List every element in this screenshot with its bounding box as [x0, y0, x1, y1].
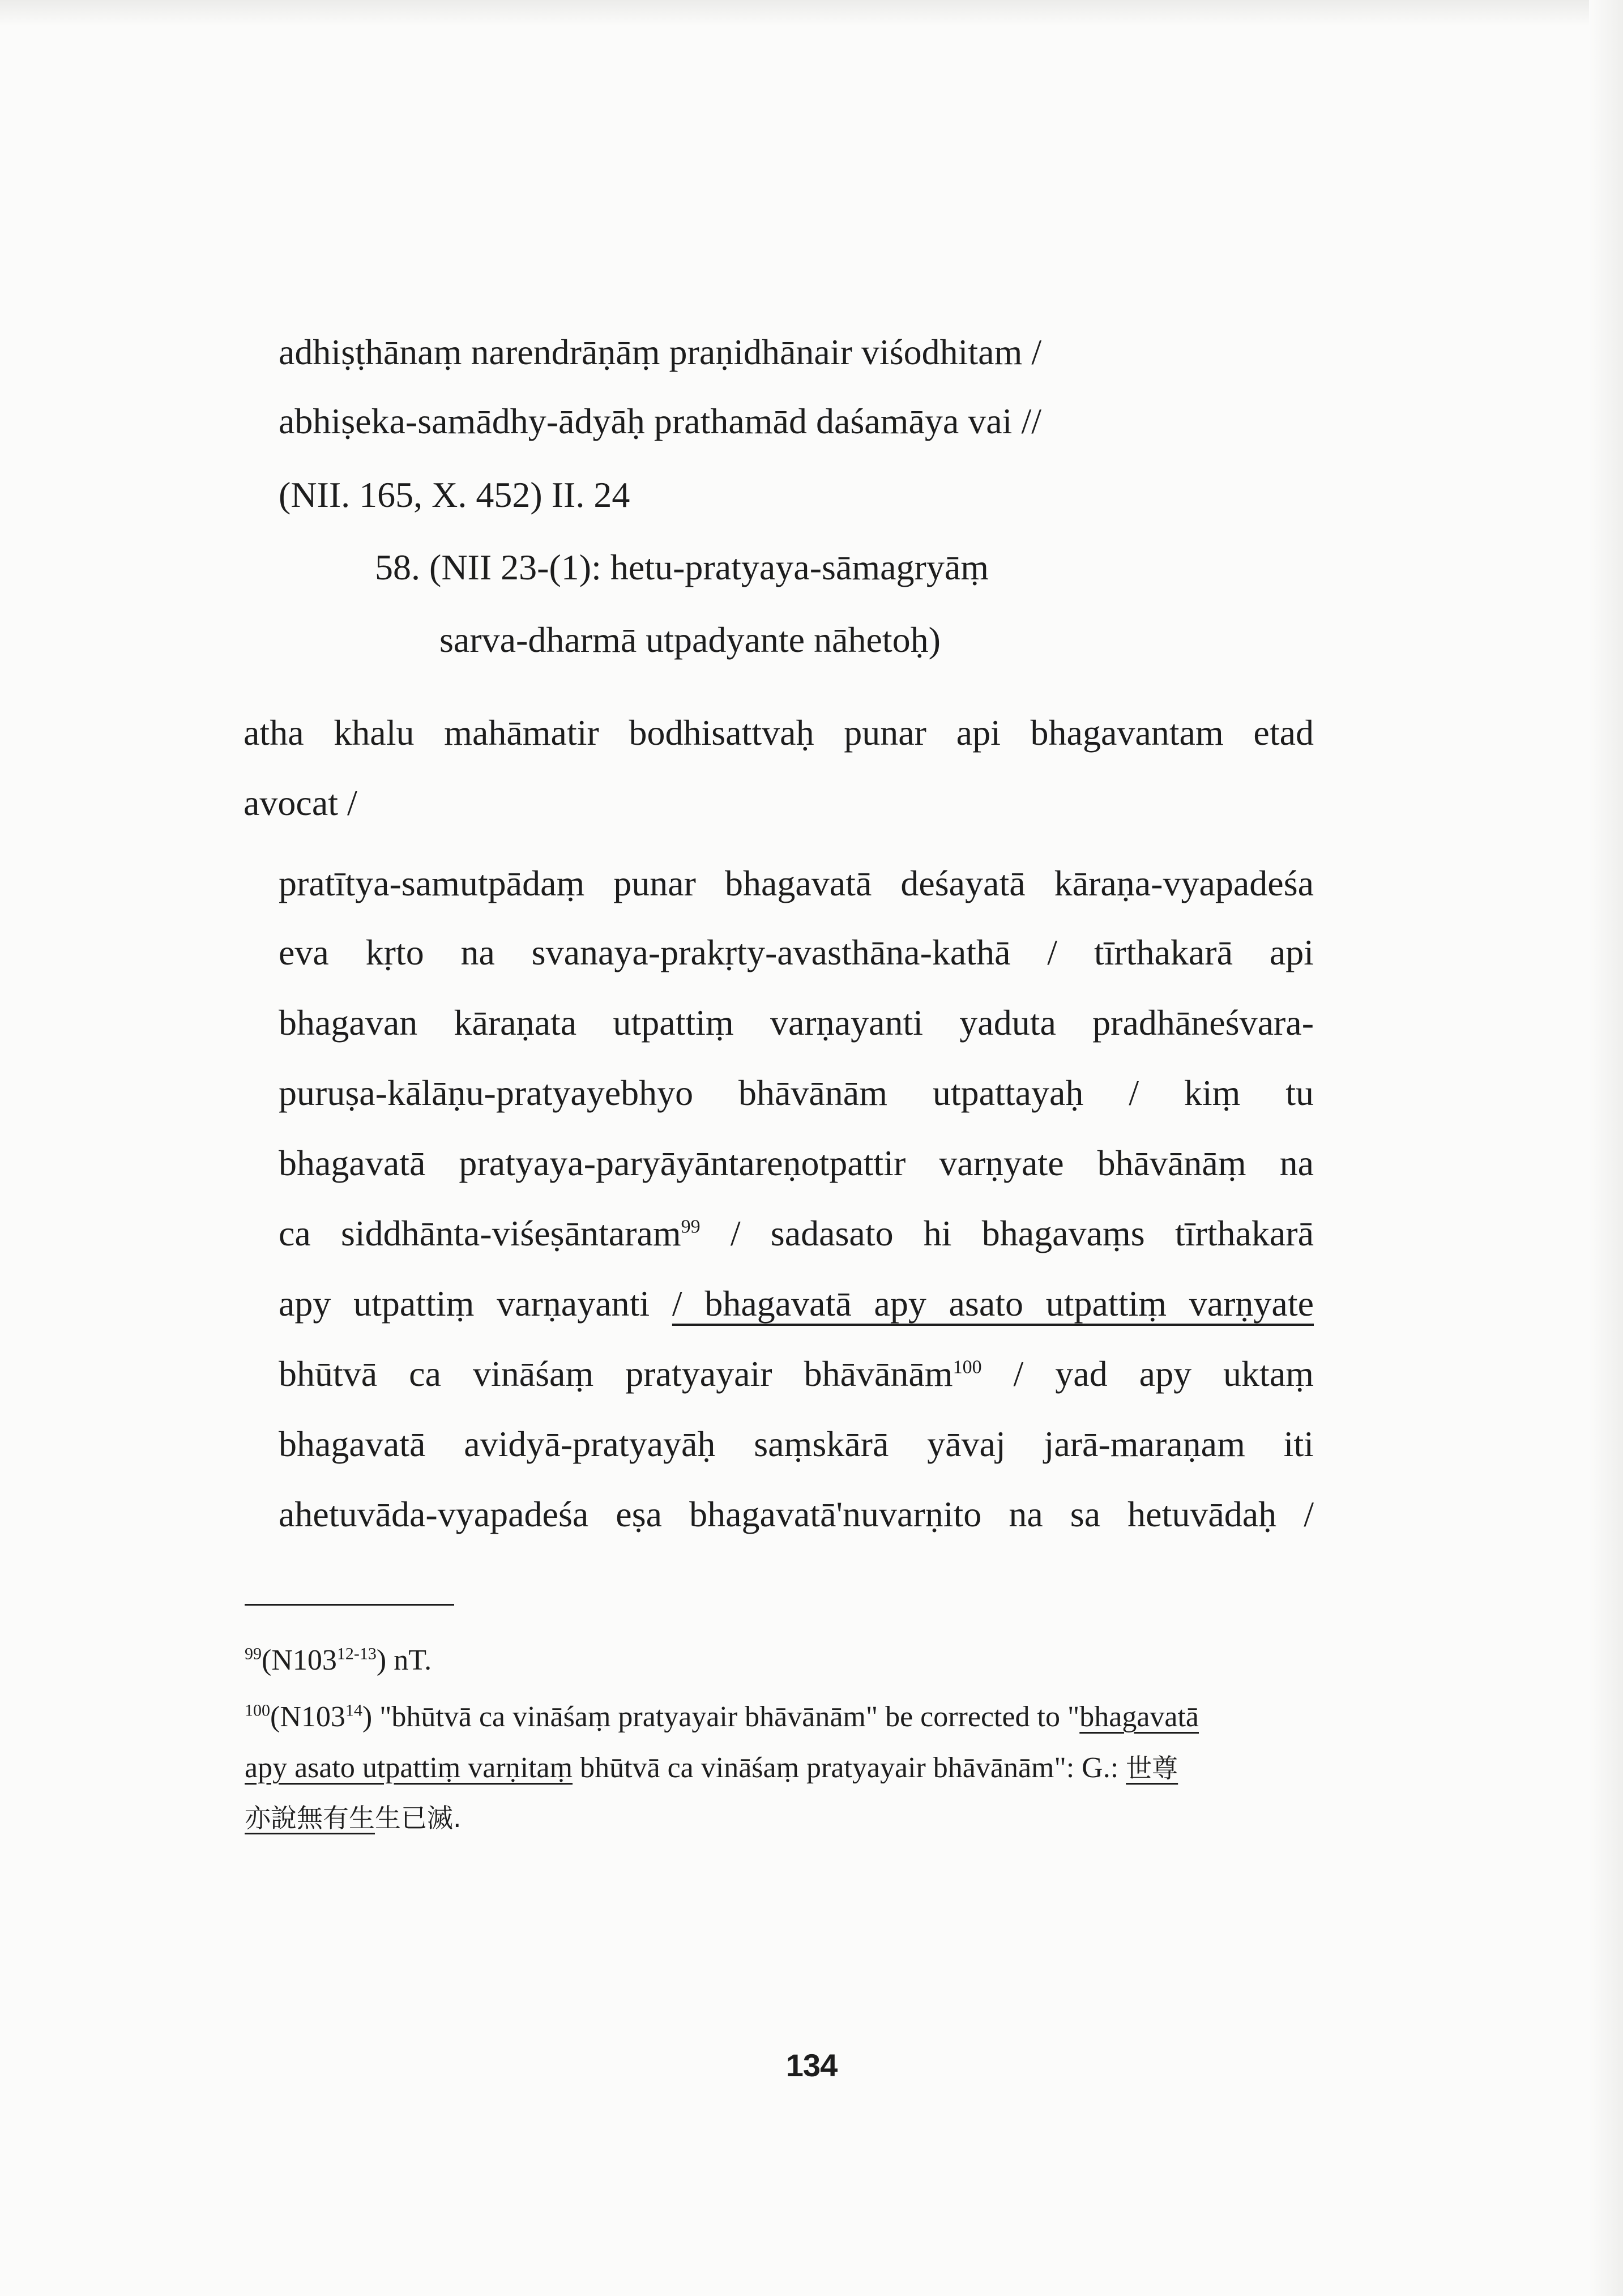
footnote-100-mid: ) "bhūtvā ca vināśaṃ pratyayair bhāvānām" be corrected to "	[362, 1701, 1080, 1733]
scan-shadow-top	[0, 0, 1623, 26]
footnote-100-line-1	[245, 1702, 1199, 1732]
body-line-8-rest: / yad apy uktaṃ	[981, 1354, 1314, 1394]
body-line-6	[279, 1215, 1314, 1252]
page-number: 134	[785, 2047, 838, 2083]
underlined-passage: / bhagavatā apy asato utpattiṃ varṇyate	[672, 1283, 1314, 1324]
footnote-100-sup: 14	[345, 1701, 362, 1720]
footnote-100-pre: (N103	[270, 1701, 345, 1733]
scan-shadow-right	[1589, 0, 1623, 2296]
footnote-99-post: ) nT.	[376, 1644, 432, 1676]
body-line-4: puruṣa-kālāṇu-pratyayebhyo bhāvānām utpattayaḥ / kiṃ tu	[279, 1073, 1314, 1113]
body-line-7-plain: apy utpattiṃ varṇayanti	[279, 1283, 672, 1324]
body-line-8	[279, 1356, 1314, 1392]
verse-reference: (NII. 165, X. 452) II. 24	[279, 475, 630, 515]
footnote-100-underline-1: bhagavatā	[1079, 1701, 1199, 1733]
footnote-100-cjk-1: 世尊	[1126, 1753, 1178, 1783]
body-line-5: bhagavatā pratyaya-paryāyāntareṇotpattir varṇyate bhāvānāṃ na	[279, 1143, 1314, 1183]
body-line-2: eva kṛto na svanaya-prakṛty-avasthāna-kathā / tīrthakarā api	[279, 932, 1314, 972]
footnote-100-cjk-underline: 亦說無有生	[245, 1803, 375, 1833]
intro-line-2: avocat /	[244, 783, 357, 823]
body-line-10: ahetuvāda-vyapadeśa eṣa bhagavatā'nuvarṇito na sa hetuvādaḥ /	[279, 1494, 1314, 1534]
footnote-separator	[245, 1604, 454, 1606]
footnote-ref-99: 99	[681, 1216, 701, 1237]
footnote-100-line-3	[245, 1803, 462, 1833]
footnote-99	[245, 1646, 432, 1675]
footnote-100-mark: 100	[245, 1701, 270, 1720]
body-line-7	[279, 1283, 1314, 1324]
footnote-99-sup: 12-13	[336, 1644, 377, 1663]
body-line-6-rest: / sadasato hi bhagavaṃs tīrthakarā	[700, 1213, 1314, 1253]
body-line-6-text: ca siddhānta-viśeṣāntaram	[279, 1213, 681, 1253]
body-line-8-text: bhūtvā ca vināśaṃ pratyayair bhāvānām	[279, 1354, 953, 1394]
section-heading-line-1: 58. (NII 23-(1): hetu-pratyaya-sāmagryāṃ	[375, 547, 989, 587]
footnote-100-underline-2: apy asato utpattiṃ varṇitaṃ	[245, 1752, 573, 1784]
footnote-100-cjk-rest: 生已滅.	[375, 1803, 462, 1833]
verse-line-1: adhiṣṭhānaṃ narendrāṇāṃ praṇidhānair viśodhitam /	[279, 332, 1042, 372]
footnote-99-mark: 99	[245, 1644, 262, 1663]
footnote-99-pre: (N103	[262, 1644, 337, 1676]
body-line-3: bhagavan kāraṇata utpattiṃ varṇayanti yaduta pradhāneśvara-	[279, 1002, 1314, 1043]
footnote-ref-100: 100	[953, 1356, 982, 1378]
section-heading-line-2: sarva-dharmā utpadyante nāhetoḥ)	[439, 620, 941, 660]
footnote-100-line-2-rest: bhūtvā ca vināśaṃ pratyayair bhāvānām": G.:	[573, 1752, 1126, 1784]
footnote-100-line-2	[245, 1753, 1178, 1783]
body-line-1: pratītya-samutpādaṃ punar bhagavatā deśayatā kāraṇa-vyapadeśa	[279, 863, 1314, 903]
verse-line-2: abhiṣeka-samādhy-ādyāḥ prathamād daśamāya vai //	[279, 401, 1041, 441]
body-line-9: bhagavatā avidyā-pratyayāḥ saṃskārā yāvaj jarā-maraṇam iti	[279, 1424, 1314, 1464]
intro-line-1: atha khalu mahāmatir bodhisattvaḥ punar api bhagavantam etad	[244, 712, 1314, 753]
